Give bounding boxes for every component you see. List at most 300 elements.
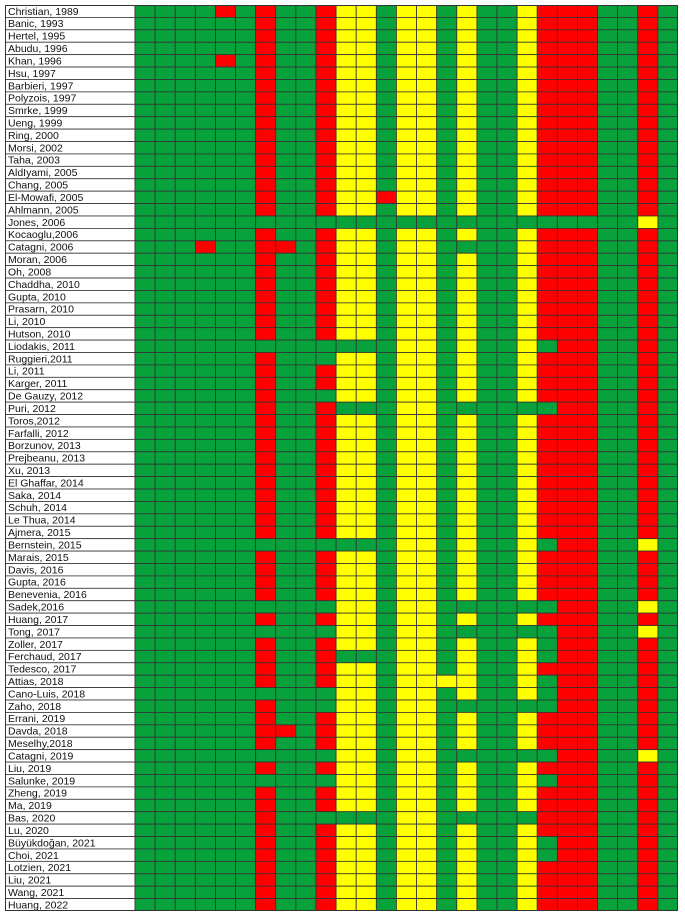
grid-cell bbox=[276, 340, 296, 352]
grid-cell bbox=[457, 290, 477, 302]
grid-cell bbox=[195, 5, 215, 17]
grid-cell bbox=[336, 452, 356, 464]
grid-cell bbox=[557, 79, 577, 91]
grid-cell bbox=[296, 688, 316, 700]
grid-cell bbox=[195, 824, 215, 836]
grid-cell bbox=[557, 191, 577, 203]
grid-cell bbox=[396, 266, 416, 278]
study-label: Abudu, 1996 bbox=[8, 43, 68, 56]
grid-cell bbox=[537, 415, 557, 427]
study-label: Benevenia, 2016 bbox=[8, 589, 87, 602]
grid-cell bbox=[155, 725, 175, 737]
grid-cell bbox=[396, 142, 416, 154]
grid-cell bbox=[517, 750, 537, 762]
grid-cell bbox=[356, 439, 376, 451]
grid-cell bbox=[658, 551, 678, 563]
grid-cell bbox=[537, 626, 557, 638]
grid-cell bbox=[457, 750, 477, 762]
grid-cell bbox=[356, 303, 376, 315]
grid-cell bbox=[497, 452, 517, 464]
grid-cell bbox=[537, 278, 557, 290]
grid-cell bbox=[618, 17, 638, 29]
grid-cell bbox=[417, 812, 437, 824]
grid-cell bbox=[557, 526, 577, 538]
grid-cell bbox=[618, 526, 638, 538]
grid-cell bbox=[537, 377, 557, 389]
grid-cell bbox=[215, 861, 235, 873]
grid-cell bbox=[215, 142, 235, 154]
grid-cell bbox=[417, 725, 437, 737]
grid-cell bbox=[276, 92, 296, 104]
grid-cell bbox=[557, 166, 577, 178]
grid-cell bbox=[336, 216, 356, 228]
grid-cell bbox=[396, 750, 416, 762]
grid-cell bbox=[135, 204, 155, 216]
grid-cell bbox=[236, 576, 256, 588]
grid-cell bbox=[356, 353, 376, 365]
grid-cell bbox=[457, 501, 477, 513]
grid-cell bbox=[517, 650, 537, 662]
grid-cell bbox=[256, 402, 276, 414]
grid-cell bbox=[276, 17, 296, 29]
grid-cell bbox=[296, 762, 316, 774]
grid-cell bbox=[437, 663, 457, 675]
grid-cell bbox=[396, 30, 416, 42]
grid-cell bbox=[457, 849, 477, 861]
grid-cell bbox=[356, 92, 376, 104]
grid-cell bbox=[296, 812, 316, 824]
grid-cell bbox=[316, 117, 336, 129]
grid-cell bbox=[175, 837, 195, 849]
grid-cell bbox=[497, 353, 517, 365]
grid-cell bbox=[618, 750, 638, 762]
grid-cell bbox=[477, 601, 497, 613]
grid-cell bbox=[517, 799, 537, 811]
grid-cell bbox=[598, 477, 618, 489]
grid-cell bbox=[437, 601, 457, 613]
grid-cell bbox=[417, 290, 437, 302]
grid-cell bbox=[437, 415, 457, 427]
grid-cell bbox=[376, 191, 396, 203]
grid-cell bbox=[236, 427, 256, 439]
grid-cell bbox=[457, 774, 477, 786]
grid-cell bbox=[296, 899, 316, 911]
grid-cell bbox=[598, 290, 618, 302]
grid-cell bbox=[537, 204, 557, 216]
grid-cell bbox=[215, 216, 235, 228]
grid-cell bbox=[537, 725, 557, 737]
grid-cell bbox=[477, 377, 497, 389]
grid-cell bbox=[155, 30, 175, 42]
grid-cell bbox=[638, 266, 658, 278]
grid-cell bbox=[296, 142, 316, 154]
grid-cell bbox=[497, 290, 517, 302]
grid-cell bbox=[356, 5, 376, 17]
grid-cell bbox=[497, 5, 517, 17]
grid-cell bbox=[175, 774, 195, 786]
grid-cell bbox=[236, 266, 256, 278]
grid-cell bbox=[517, 340, 537, 352]
grid-cell bbox=[316, 328, 336, 340]
grid-cell bbox=[658, 787, 678, 799]
grid-cell bbox=[215, 526, 235, 538]
grid-cell bbox=[497, 787, 517, 799]
grid-cell bbox=[497, 563, 517, 575]
grid-cell bbox=[437, 861, 457, 873]
grid-cell bbox=[457, 266, 477, 278]
grid-cell bbox=[577, 725, 597, 737]
grid-cell bbox=[577, 266, 597, 278]
grid-cell bbox=[336, 353, 356, 365]
grid-cell bbox=[517, 117, 537, 129]
grid-cell bbox=[557, 774, 577, 786]
grid-cell bbox=[155, 452, 175, 464]
grid-cell bbox=[557, 563, 577, 575]
grid-cell bbox=[215, 17, 235, 29]
grid-cell bbox=[396, 191, 416, 203]
grid-cell bbox=[376, 638, 396, 650]
grid-cell bbox=[215, 675, 235, 687]
grid-cell bbox=[577, 675, 597, 687]
grid-cell bbox=[336, 439, 356, 451]
grid-cell bbox=[437, 353, 457, 365]
grid-cell bbox=[276, 390, 296, 402]
grid-cell bbox=[477, 613, 497, 625]
study-label: Xu, 2013 bbox=[8, 465, 51, 478]
grid-cell bbox=[396, 712, 416, 724]
grid-cell bbox=[537, 514, 557, 526]
grid-cell bbox=[537, 799, 557, 811]
grid-cell bbox=[376, 489, 396, 501]
grid-cell bbox=[376, 861, 396, 873]
grid-cell bbox=[577, 601, 597, 613]
grid-cell bbox=[598, 5, 618, 17]
grid-cell bbox=[256, 55, 276, 67]
grid-cell bbox=[195, 365, 215, 377]
grid-cell bbox=[437, 67, 457, 79]
grid-cell bbox=[557, 129, 577, 141]
grid-cell bbox=[417, 241, 437, 253]
grid-cell bbox=[376, 452, 396, 464]
grid-cell bbox=[276, 675, 296, 687]
grid-cell bbox=[598, 588, 618, 600]
grid-cell bbox=[135, 315, 155, 327]
grid-cell bbox=[236, 166, 256, 178]
grid-cell bbox=[638, 5, 658, 17]
grid-cell bbox=[638, 837, 658, 849]
grid-cell bbox=[638, 353, 658, 365]
grid-cell bbox=[236, 812, 256, 824]
study-label: Wang, 2021 bbox=[8, 886, 65, 899]
grid-cell bbox=[537, 563, 557, 575]
grid-cell bbox=[296, 216, 316, 228]
grid-cell bbox=[477, 489, 497, 501]
grid-cell bbox=[175, 712, 195, 724]
grid-cell bbox=[537, 588, 557, 600]
grid-cell bbox=[256, 79, 276, 91]
grid-cell bbox=[256, 626, 276, 638]
grid-cell bbox=[135, 30, 155, 42]
grid-cell bbox=[658, 563, 678, 575]
grid-cell bbox=[215, 179, 235, 191]
grid-cell bbox=[497, 241, 517, 253]
grid-cell bbox=[236, 253, 256, 265]
grid-cell bbox=[316, 278, 336, 290]
grid-cell bbox=[437, 501, 457, 513]
grid-cell bbox=[437, 340, 457, 352]
grid-cell bbox=[256, 415, 276, 427]
grid-cell bbox=[316, 92, 336, 104]
grid-cell bbox=[236, 849, 256, 861]
grid-cell bbox=[356, 688, 376, 700]
grid-cell bbox=[155, 290, 175, 302]
grid-cell bbox=[497, 166, 517, 178]
grid-cell bbox=[135, 886, 155, 898]
study-label: Liu, 2021 bbox=[8, 874, 52, 887]
grid-cell bbox=[215, 712, 235, 724]
study-label: Meselhy,2018 bbox=[8, 738, 73, 751]
study-label: Banic, 1993 bbox=[8, 18, 64, 31]
grid-cell bbox=[477, 290, 497, 302]
grid-cell bbox=[517, 452, 537, 464]
grid-cell bbox=[477, 576, 497, 588]
grid-cell bbox=[135, 539, 155, 551]
grid-cell bbox=[276, 812, 296, 824]
grid-cell bbox=[658, 774, 678, 786]
grid-cell bbox=[135, 129, 155, 141]
grid-cell bbox=[155, 303, 175, 315]
grid-cell bbox=[155, 315, 175, 327]
grid-cell bbox=[336, 849, 356, 861]
grid-cell bbox=[236, 415, 256, 427]
grid-cell bbox=[316, 774, 336, 786]
grid-cell bbox=[236, 228, 256, 240]
grid-cell bbox=[316, 762, 336, 774]
grid-cell bbox=[195, 390, 215, 402]
grid-cell bbox=[618, 874, 638, 886]
grid-cell bbox=[175, 117, 195, 129]
grid-cell bbox=[417, 390, 437, 402]
grid-cell bbox=[658, 117, 678, 129]
grid-cell bbox=[135, 340, 155, 352]
grid-cell bbox=[658, 266, 678, 278]
grid-cell bbox=[658, 377, 678, 389]
grid-cell bbox=[537, 663, 557, 675]
grid-cell bbox=[356, 266, 376, 278]
grid-cell bbox=[356, 464, 376, 476]
grid-cell bbox=[517, 874, 537, 886]
grid-cell bbox=[316, 340, 336, 352]
grid-cell bbox=[638, 117, 658, 129]
grid-cell bbox=[175, 42, 195, 54]
grid-cell bbox=[135, 712, 155, 724]
grid-cell bbox=[497, 439, 517, 451]
grid-cell bbox=[215, 104, 235, 116]
grid-cell bbox=[195, 179, 215, 191]
grid-cell bbox=[135, 353, 155, 365]
grid-cell bbox=[577, 452, 597, 464]
grid-cell bbox=[618, 563, 638, 575]
grid-cell bbox=[396, 315, 416, 327]
grid-cell bbox=[497, 663, 517, 675]
grid-cell bbox=[256, 489, 276, 501]
grid-cell bbox=[336, 638, 356, 650]
grid-cell bbox=[517, 365, 537, 377]
grid-cell bbox=[598, 675, 618, 687]
grid-cell bbox=[517, 688, 537, 700]
grid-cell bbox=[316, 104, 336, 116]
grid-cell bbox=[537, 241, 557, 253]
grid-cell bbox=[376, 439, 396, 451]
grid-cell bbox=[276, 563, 296, 575]
grid-cell bbox=[376, 837, 396, 849]
grid-cell bbox=[497, 154, 517, 166]
grid-cell bbox=[618, 228, 638, 240]
grid-cell bbox=[477, 886, 497, 898]
grid-cell bbox=[195, 539, 215, 551]
grid-cell bbox=[256, 290, 276, 302]
grid-cell bbox=[215, 787, 235, 799]
study-label: Prasarn, 2010 bbox=[8, 303, 74, 316]
grid-cell bbox=[316, 837, 336, 849]
grid-cell bbox=[135, 638, 155, 650]
grid-cell bbox=[376, 228, 396, 240]
grid-cell bbox=[215, 477, 235, 489]
grid-cell bbox=[557, 675, 577, 687]
grid-cell bbox=[497, 812, 517, 824]
grid-cell bbox=[316, 737, 336, 749]
grid-cell bbox=[236, 402, 256, 414]
grid-cell bbox=[135, 266, 155, 278]
grid-cell bbox=[577, 353, 597, 365]
grid-cell bbox=[236, 154, 256, 166]
grid-cell bbox=[195, 117, 215, 129]
grid-cell bbox=[236, 762, 256, 774]
grid-cell bbox=[296, 849, 316, 861]
grid-cell bbox=[195, 42, 215, 54]
grid-cell bbox=[557, 650, 577, 662]
grid-cell bbox=[155, 5, 175, 17]
grid-cell bbox=[497, 551, 517, 563]
grid-cell bbox=[477, 55, 497, 67]
grid-cell bbox=[577, 576, 597, 588]
grid-cell bbox=[517, 886, 537, 898]
grid-cell bbox=[658, 154, 678, 166]
study-label: Zoller, 2017 bbox=[8, 638, 63, 651]
grid-cell bbox=[236, 191, 256, 203]
grid-cell bbox=[618, 737, 638, 749]
grid-cell bbox=[236, 874, 256, 886]
grid-cell bbox=[618, 787, 638, 799]
grid-cell bbox=[557, 638, 577, 650]
grid-cell bbox=[437, 30, 457, 42]
grid-cell bbox=[638, 377, 658, 389]
grid-cell bbox=[135, 576, 155, 588]
study-label: Ferchaud, 2017 bbox=[8, 651, 82, 664]
grid-cell bbox=[577, 427, 597, 439]
grid-cell bbox=[557, 762, 577, 774]
grid-cell bbox=[175, 290, 195, 302]
grid-cell bbox=[175, 5, 195, 17]
grid-cell bbox=[175, 266, 195, 278]
grid-cell bbox=[236, 464, 256, 476]
grid-cell bbox=[356, 737, 376, 749]
grid-cell bbox=[256, 514, 276, 526]
grid-cell bbox=[356, 563, 376, 575]
grid-cell bbox=[417, 191, 437, 203]
grid-cell bbox=[316, 576, 336, 588]
grid-cell bbox=[618, 365, 638, 377]
grid-cell bbox=[437, 477, 457, 489]
grid-cell bbox=[356, 837, 376, 849]
grid-cell bbox=[155, 154, 175, 166]
grid-cell bbox=[175, 725, 195, 737]
grid-cell bbox=[417, 576, 437, 588]
grid-cell bbox=[638, 340, 658, 352]
grid-cell bbox=[638, 17, 658, 29]
grid-cell bbox=[215, 30, 235, 42]
grid-cell bbox=[155, 266, 175, 278]
grid-cell bbox=[356, 526, 376, 538]
grid-cell bbox=[276, 104, 296, 116]
grid-cell bbox=[135, 328, 155, 340]
grid-cell bbox=[195, 725, 215, 737]
grid-cell bbox=[417, 353, 437, 365]
grid-cell bbox=[336, 427, 356, 439]
grid-cell bbox=[376, 353, 396, 365]
grid-cell bbox=[376, 92, 396, 104]
grid-cell bbox=[417, 638, 437, 650]
grid-cell bbox=[618, 899, 638, 911]
grid-cell bbox=[256, 737, 276, 749]
grid-cell bbox=[477, 328, 497, 340]
grid-cell bbox=[618, 688, 638, 700]
grid-cell bbox=[577, 129, 597, 141]
grid-cell bbox=[497, 886, 517, 898]
grid-cell bbox=[276, 204, 296, 216]
grid-cell bbox=[256, 253, 276, 265]
grid-cell bbox=[537, 290, 557, 302]
grid-cell bbox=[135, 439, 155, 451]
grid-cell bbox=[658, 142, 678, 154]
grid-cell bbox=[215, 377, 235, 389]
grid-cell bbox=[376, 303, 396, 315]
grid-cell bbox=[638, 514, 658, 526]
grid-cell bbox=[316, 663, 336, 675]
grid-cell bbox=[557, 17, 577, 29]
grid-cell bbox=[296, 30, 316, 42]
grid-cell bbox=[195, 315, 215, 327]
grid-cell bbox=[396, 812, 416, 824]
grid-cell bbox=[437, 700, 457, 712]
grid-cell bbox=[396, 117, 416, 129]
grid-cell bbox=[618, 626, 638, 638]
grid-cell bbox=[618, 278, 638, 290]
grid-cell bbox=[537, 899, 557, 911]
grid-cell bbox=[195, 377, 215, 389]
study-label: Hutson, 2010 bbox=[8, 328, 71, 341]
grid-cell bbox=[417, 837, 437, 849]
grid-cell bbox=[296, 415, 316, 427]
grid-cell bbox=[437, 464, 457, 476]
grid-cell bbox=[437, 626, 457, 638]
grid-cell bbox=[457, 79, 477, 91]
grid-cell bbox=[517, 849, 537, 861]
grid-cell bbox=[598, 489, 618, 501]
grid-cell bbox=[517, 439, 537, 451]
grid-cell bbox=[175, 365, 195, 377]
grid-cell bbox=[195, 415, 215, 427]
